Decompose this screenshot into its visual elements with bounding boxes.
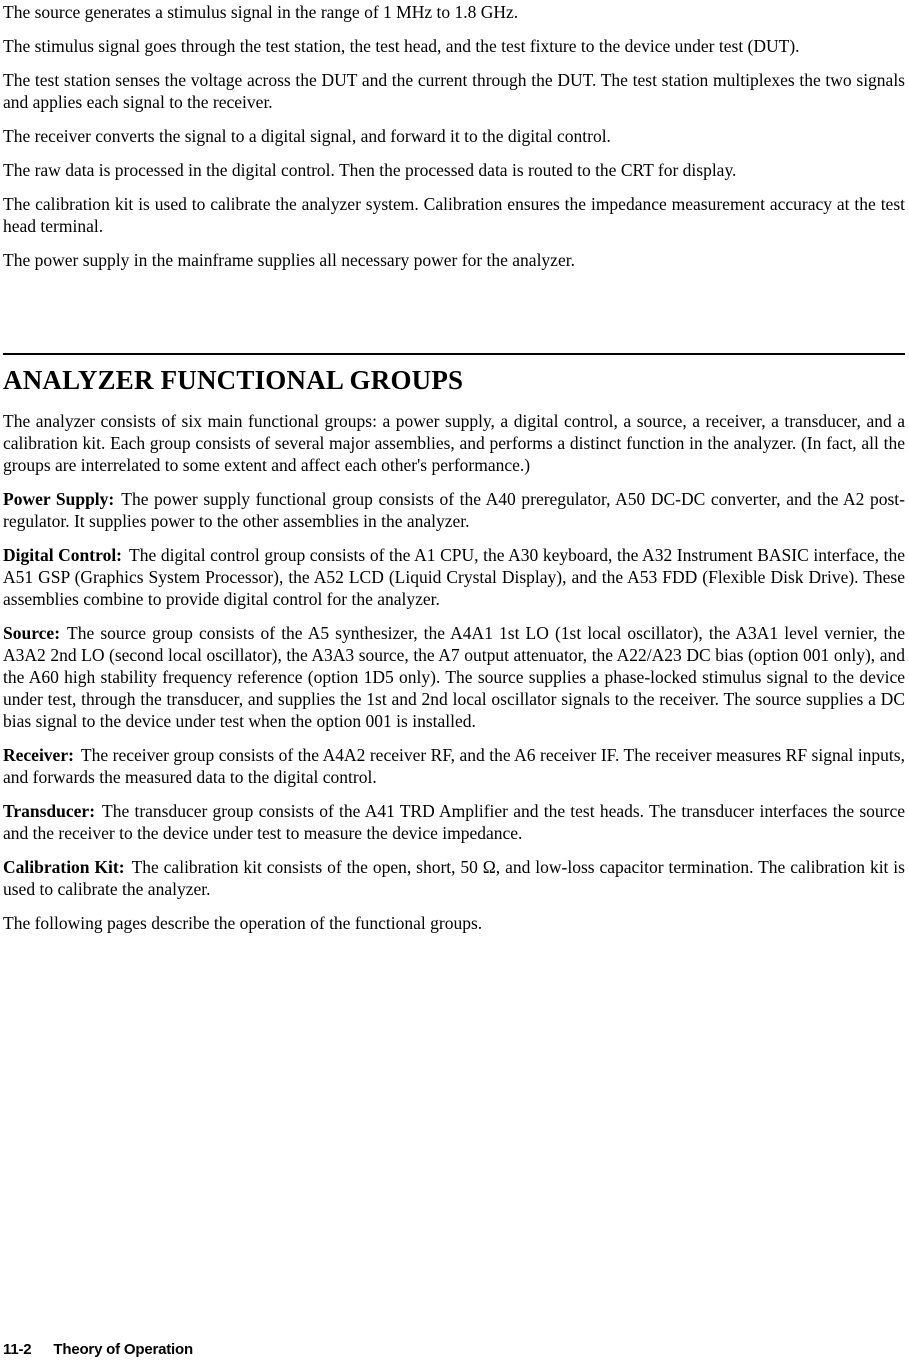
group-text: The receiver group consists of the A4A2 receiver RF, and the A6 receiver IF. The receiver measures RF signal inputs, and forwards the measured data to the digital control. bbox=[3, 745, 905, 787]
group-text: The calibration kit consists of the open, short, 50 Ω, and low-loss capacitor termination. The calibration kit is used to calibrate the analyzer. bbox=[3, 857, 905, 899]
page-footer bbox=[3, 1341, 193, 1358]
group-label: Receiver: bbox=[3, 745, 74, 765]
footer-page-number: 11-2 bbox=[3, 1341, 32, 1358]
section-lead-paragraph: The analyzer consists of six main functional groups: a power supply, a digital control, a source, a receiver, a transducer, and a calibration kit. Each group consists of several major assemblies, and performs a distinct function in the analyzer. (In fact, all the groups are interrelated to some extent and affect each other's performance.) bbox=[3, 411, 905, 475]
footer-section-title: Theory of Operation bbox=[53, 1341, 193, 1358]
intro-paragraph: The receiver converts the signal to a digital signal, and forward it to the digital control. bbox=[3, 126, 611, 146]
group-text: The source group consists of the A5 synthesizer, the A4A1 1st LO (1st local oscillator), the A3A1 level vernier, the A3A2 2nd LO (second local oscillator), the A3A3 source, the A7 output attenuator, the A22/A23 DC bias (option 001 only), and the A60 high stability frequency reference (option 1D5 only). The source supplies a phase-locked stimulus signal to the device under test, through the transducer, and supplies the 1st and 2nd local oscillator signals to the receiver. The source supplies a DC bias signal to the device under test when the option 001 is installed. bbox=[3, 623, 905, 731]
group-paragraph-power-supply bbox=[3, 488, 905, 532]
group-label: Digital Control: bbox=[3, 545, 123, 565]
group-paragraph-digital-control bbox=[3, 544, 905, 610]
section-heading: ANALYZER FUNCTIONAL GROUPS bbox=[3, 365, 464, 395]
group-paragraph-calibration-kit bbox=[3, 856, 905, 900]
group-label: Power Supply: bbox=[3, 489, 115, 509]
group-paragraph-source bbox=[3, 622, 905, 732]
intro-paragraph: The power supply in the mainframe supplies all necessary power for the analyzer. bbox=[3, 250, 575, 270]
group-text: The power supply functional group consists of the A40 preregulator, A50 DC-DC converter, and the A2 post-regulator. It supplies power to the other assemblies in the analyzer. bbox=[3, 489, 905, 531]
closing-paragraph: The following pages describe the operation of the functional groups. bbox=[3, 913, 483, 933]
intro-paragraph: The calibration kit is used to calibrate the analyzer system. Calibration ensures the impedance measurement accuracy at the test head terminal. bbox=[3, 194, 905, 236]
intro-paragraph: The stimulus signal goes through the test station, the test head, and the test fixture to the device under test (DUT). bbox=[3, 36, 800, 56]
intro-paragraph: The raw data is processed in the digital control. Then the processed data is routed to the CRT for display. bbox=[3, 160, 737, 180]
intro-paragraph: The test station senses the voltage across the DUT and the current through the DUT. The test station multiplexes the two signals and applies each signal to the receiver. bbox=[3, 70, 905, 112]
intro-paragraph: The source generates a stimulus signal in the range of 1 MHz to 1.8 GHz. bbox=[3, 2, 519, 22]
group-label: Calibration Kit: bbox=[3, 857, 125, 877]
group-paragraph-receiver bbox=[3, 744, 905, 788]
group-paragraph-transducer bbox=[3, 800, 905, 844]
group-text: The digital control group consists of the A1 CPU, the A30 keyboard, the A32 Instrument BASIC interface, the A51 GSP (Graphics System Processor), the A52 LCD (Liquid Crystal Display), and the A53 FDD (Flexible Disk Drive). These assemblies combine to provide digital control for the analyzer. bbox=[3, 545, 905, 609]
group-text: The transducer group consists of the A41 TRD Amplifier and the test heads. The transducer interfaces the source and the receiver to the device under test to measure the device impedance. bbox=[3, 801, 905, 843]
section-divider bbox=[3, 353, 905, 355]
group-label: Source: bbox=[3, 623, 61, 643]
group-label: Transducer: bbox=[3, 801, 96, 821]
